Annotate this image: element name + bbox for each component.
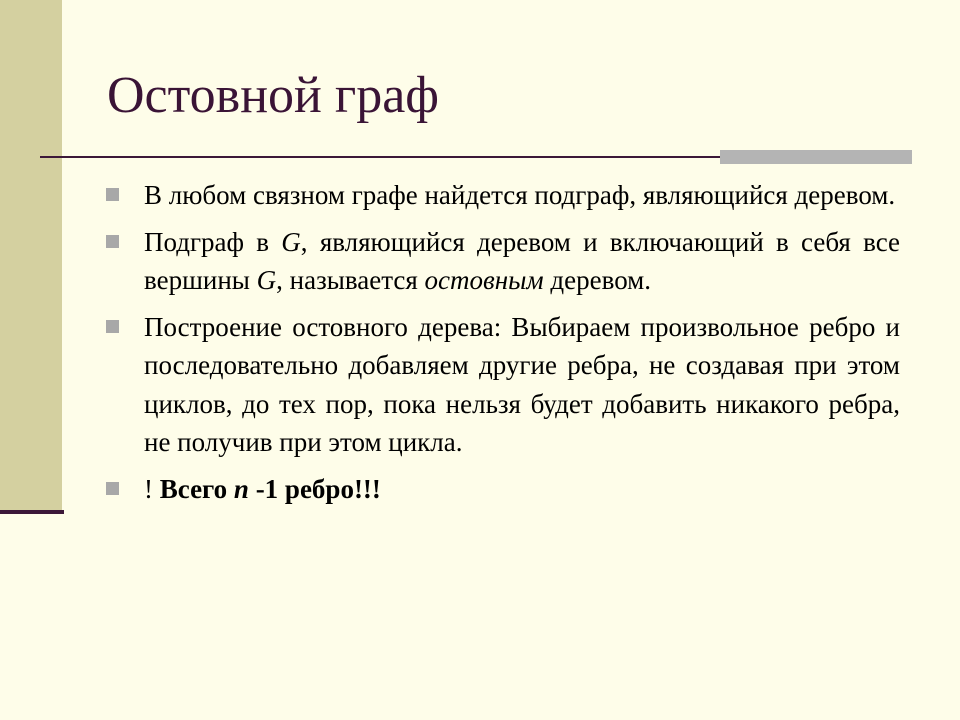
title-divider-accent	[720, 150, 912, 164]
square-bullet-icon	[106, 482, 119, 495]
emphasis-text: Всего	[159, 473, 234, 504]
square-bullet-icon	[106, 320, 119, 333]
bullet-text-part: Подграф в	[144, 226, 282, 257]
bullet-text-part: !	[144, 473, 160, 504]
defined-term: остовным	[424, 265, 544, 295]
bullet-text-part: , называется	[276, 265, 425, 295]
variable-n: n	[233, 473, 249, 504]
bullet-text: Построение остовного дерева: Выбираем произвольное ребро и последовательно добавляем другие ребра, не создавая при этом циклов, до тех пор, пока нельзя будет добавить никакого ребра, не получив при этом цикла.	[144, 311, 900, 457]
bullet-text-part: , являющийся деревом и включающий в себя все вершины	[144, 226, 900, 295]
bullet-item-3	[104, 308, 900, 462]
bullet-text-part: деревом.	[543, 265, 652, 295]
graph-symbol: G	[281, 226, 301, 257]
left-decorative-band	[0, 0, 62, 512]
emphasis-text: -1 ребро!!!	[248, 473, 381, 504]
slide-title: Остовной граф	[107, 67, 439, 124]
bullet-item-1	[104, 176, 900, 215]
bullet-item-4	[104, 470, 900, 509]
square-bullet-icon	[106, 235, 119, 248]
bullet-list	[104, 176, 900, 516]
bullet-item-2	[104, 223, 900, 300]
square-bullet-icon	[106, 188, 119, 201]
bullet-text: В любом связном графе найдется подграф, являющийся деревом.	[144, 180, 896, 210]
graph-symbol: G	[256, 265, 277, 295]
left-band-underline	[0, 510, 64, 514]
